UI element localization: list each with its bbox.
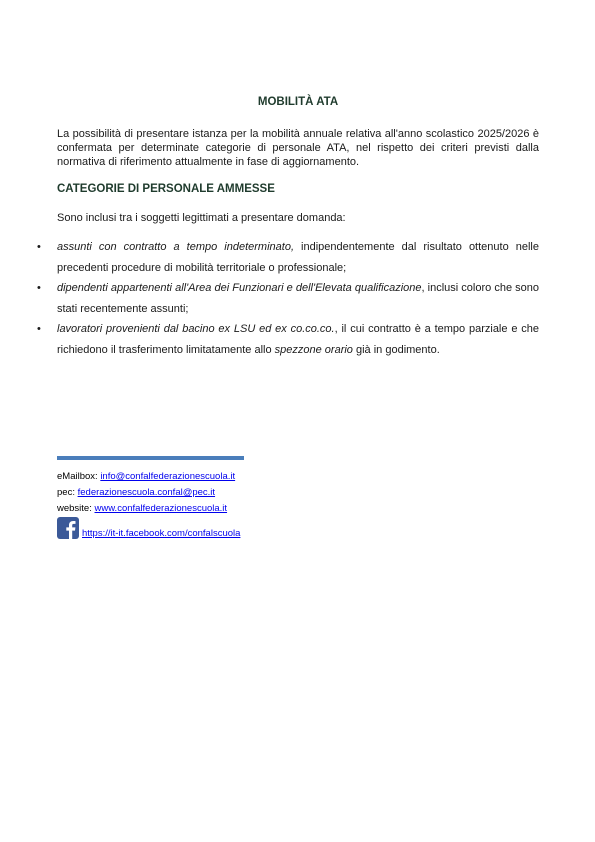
document-title: MOBILITÀ ATA	[257, 96, 339, 108]
email-line	[57, 469, 235, 485]
list-item-emphasis: lavoratori provenienti dal bacino ex LSU ed ex co.co.co.	[57, 323, 335, 335]
facebook-link[interactable]: https://it-it.facebook.com/confalscuola	[82, 528, 241, 539]
list-item	[37, 319, 539, 360]
list-item-text: , il cui contratto è a tempo parziale e che richiedono il trasferimento limitatamente allo	[57, 323, 539, 356]
pec-line	[57, 485, 235, 501]
website-line	[57, 501, 235, 517]
bullet-icon: •	[37, 282, 41, 294]
bullet-icon: •	[37, 323, 41, 335]
pec-label: pec:	[57, 487, 78, 498]
website-link[interactable]: www.confalfederazionescuola.it	[94, 503, 228, 514]
list-item-text: già in godimento.	[352, 343, 440, 356]
lead-paragraph: Sono inclusi tra i soggetti legittimati a presentare domanda:	[57, 212, 346, 224]
list-item-text: , inclusi coloro che sono stati recentemente assunti;	[57, 282, 539, 315]
list-item-emphasis: spezzone orario	[274, 343, 353, 356]
intro-paragraph: La possibilità di presentare istanza per la mobilità annuale relativa all'anno scolastico 2025/2026 è confermata per determinate categorie di personale ATA, nel rispetto dei criteri previsti dalla normativa di riferimento attualmente in fase di aggiornamento.	[57, 128, 539, 168]
footer-divider	[57, 456, 244, 460]
email-label: eMailbox:	[57, 471, 101, 482]
website-label: website:	[57, 503, 95, 514]
contact-block	[57, 469, 235, 517]
list-item	[37, 278, 539, 319]
bullet-icon: •	[37, 241, 41, 253]
facebook-icon[interactable]	[57, 517, 79, 539]
list-item-emphasis: dipendenti appartenenti all'Area dei Funzionari e dell'Elevata qualificazione	[57, 282, 422, 294]
section-title: CATEGORIE DI PERSONALE AMMESSE	[57, 183, 275, 195]
list-item	[37, 237, 539, 278]
list-item-text: indipendentemente dal risultato ottenuto nelle precedenti procedure di mobilità territoriale o professionale;	[57, 241, 539, 274]
list-item-emphasis: assunti con contratto a tempo indeterminato,	[57, 241, 294, 253]
pec-link[interactable]: federazionescuola.confal@pec.it	[77, 487, 216, 498]
category-list	[37, 237, 539, 360]
email-link[interactable]: info@confalfederazionescuola.it	[100, 471, 236, 482]
